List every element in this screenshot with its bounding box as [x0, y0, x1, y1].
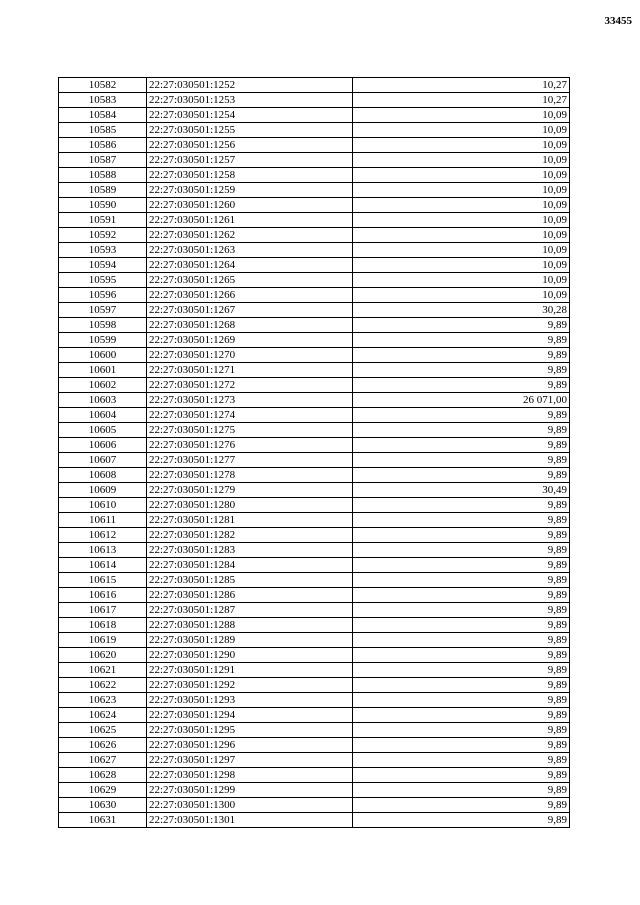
- area-cell: 9,89: [353, 543, 570, 558]
- row-number-cell: 10594: [59, 258, 147, 273]
- area-cell: 9,89: [353, 798, 570, 813]
- table-row: [59, 318, 570, 333]
- cadastral-number-cell: 22:27:030501:1253: [147, 93, 353, 108]
- table-row: [59, 693, 570, 708]
- table-row: [59, 468, 570, 483]
- area-cell: 9,89: [353, 498, 570, 513]
- row-number-cell: 10591: [59, 213, 147, 228]
- area-cell: 9,89: [353, 528, 570, 543]
- cadastral-number-cell: 22:27:030501:1300: [147, 798, 353, 813]
- row-number-cell: 10615: [59, 573, 147, 588]
- area-cell: 30,28: [353, 303, 570, 318]
- cadastral-number-cell: 22:27:030501:1288: [147, 618, 353, 633]
- table-row: [59, 363, 570, 378]
- cadastral-number-cell: 22:27:030501:1267: [147, 303, 353, 318]
- cadastral-number-cell: 22:27:030501:1255: [147, 123, 353, 138]
- cadastral-number-cell: 22:27:030501:1269: [147, 333, 353, 348]
- row-number-cell: 10627: [59, 753, 147, 768]
- table-row: [59, 558, 570, 573]
- table-row: [59, 498, 570, 513]
- area-cell: 9,89: [353, 738, 570, 753]
- row-number-cell: 10604: [59, 408, 147, 423]
- table-row: [59, 633, 570, 648]
- table-body: [59, 78, 570, 828]
- cadastral-number-cell: 22:27:030501:1289: [147, 633, 353, 648]
- table-row: [59, 798, 570, 813]
- table-row: [59, 573, 570, 588]
- table-row: [59, 528, 570, 543]
- area-cell: 9,89: [353, 378, 570, 393]
- table-row: [59, 648, 570, 663]
- row-number-cell: 10586: [59, 138, 147, 153]
- row-number-cell: 10618: [59, 618, 147, 633]
- row-number-cell: 10582: [59, 78, 147, 93]
- row-number-cell: 10622: [59, 678, 147, 693]
- row-number-cell: 10598: [59, 318, 147, 333]
- row-number-cell: 10600: [59, 348, 147, 363]
- area-cell: 10,27: [353, 78, 570, 93]
- table-row: [59, 288, 570, 303]
- row-number-cell: 10620: [59, 648, 147, 663]
- area-cell: 30,49: [353, 483, 570, 498]
- cadastral-number-cell: 22:27:030501:1261: [147, 213, 353, 228]
- table-row: [59, 198, 570, 213]
- row-number-cell: 10616: [59, 588, 147, 603]
- row-number-cell: 10609: [59, 483, 147, 498]
- cadastral-number-cell: 22:27:030501:1298: [147, 768, 353, 783]
- row-number-cell: 10605: [59, 423, 147, 438]
- cadastral-number-cell: 22:27:030501:1282: [147, 528, 353, 543]
- row-number-cell: 10607: [59, 453, 147, 468]
- row-number-cell: 10587: [59, 153, 147, 168]
- area-cell: 10,09: [353, 123, 570, 138]
- area-cell: 9,89: [353, 648, 570, 663]
- table-row: [59, 123, 570, 138]
- row-number-cell: 10593: [59, 243, 147, 258]
- table-row: [59, 183, 570, 198]
- area-cell: 9,89: [353, 513, 570, 528]
- cadastral-number-cell: 22:27:030501:1280: [147, 498, 353, 513]
- cadastral-number-cell: 22:27:030501:1279: [147, 483, 353, 498]
- table-row: [59, 588, 570, 603]
- cadastral-number-cell: 22:27:030501:1271: [147, 363, 353, 378]
- row-number-cell: 10612: [59, 528, 147, 543]
- cadastral-number-cell: 22:27:030501:1293: [147, 693, 353, 708]
- area-cell: 9,89: [353, 573, 570, 588]
- table-row: [59, 393, 570, 408]
- cadastral-number-cell: 22:27:030501:1263: [147, 243, 353, 258]
- table-row: [59, 753, 570, 768]
- table-row: [59, 423, 570, 438]
- area-cell: 9,89: [353, 603, 570, 618]
- row-number-cell: 10625: [59, 723, 147, 738]
- cadastral-number-cell: 22:27:030501:1291: [147, 663, 353, 678]
- area-cell: 10,09: [353, 228, 570, 243]
- cadastral-table: [58, 77, 570, 828]
- cadastral-number-cell: 22:27:030501:1252: [147, 78, 353, 93]
- table-row: [59, 333, 570, 348]
- area-cell: 9,89: [353, 438, 570, 453]
- table-row: [59, 78, 570, 93]
- area-cell: 9,89: [353, 723, 570, 738]
- row-number-cell: 10617: [59, 603, 147, 618]
- area-cell: 26 071,00: [353, 393, 570, 408]
- table-row: [59, 93, 570, 108]
- table-row: [59, 228, 570, 243]
- row-number-cell: 10584: [59, 108, 147, 123]
- area-cell: 9,89: [353, 618, 570, 633]
- cadastral-number-cell: 22:27:030501:1266: [147, 288, 353, 303]
- cadastral-number-cell: 22:27:030501:1265: [147, 273, 353, 288]
- cadastral-number-cell: 22:27:030501:1297: [147, 753, 353, 768]
- area-cell: 9,89: [353, 768, 570, 783]
- row-number-cell: 10629: [59, 783, 147, 798]
- row-number-cell: 10601: [59, 363, 147, 378]
- table-row: [59, 108, 570, 123]
- cadastral-number-cell: 22:27:030501:1287: [147, 603, 353, 618]
- cadastral-number-cell: 22:27:030501:1260: [147, 198, 353, 213]
- area-cell: 10,09: [353, 273, 570, 288]
- area-cell: 10,09: [353, 243, 570, 258]
- table-row: [59, 513, 570, 528]
- area-cell: 10,09: [353, 183, 570, 198]
- cadastral-number-cell: 22:27:030501:1276: [147, 438, 353, 453]
- table-row: [59, 438, 570, 453]
- row-number-cell: 10630: [59, 798, 147, 813]
- cadastral-number-cell: 22:27:030501:1283: [147, 543, 353, 558]
- row-number-cell: 10613: [59, 543, 147, 558]
- row-number-cell: 10590: [59, 198, 147, 213]
- cadastral-number-cell: 22:27:030501:1270: [147, 348, 353, 363]
- cadastral-number-cell: 22:27:030501:1299: [147, 783, 353, 798]
- cadastral-number-cell: 22:27:030501:1258: [147, 168, 353, 183]
- area-cell: 9,89: [353, 783, 570, 798]
- row-number-cell: 10626: [59, 738, 147, 753]
- area-cell: 10,09: [353, 108, 570, 123]
- row-number-cell: 10592: [59, 228, 147, 243]
- cadastral-number-cell: 22:27:030501:1295: [147, 723, 353, 738]
- table-row: [59, 663, 570, 678]
- table-row: [59, 303, 570, 318]
- table-row: [59, 408, 570, 423]
- table-row: [59, 348, 570, 363]
- table-row: [59, 783, 570, 798]
- row-number-cell: 10596: [59, 288, 147, 303]
- area-cell: 10,09: [353, 153, 570, 168]
- cadastral-number-cell: 22:27:030501:1268: [147, 318, 353, 333]
- area-cell: 9,89: [353, 348, 570, 363]
- row-number-cell: 10603: [59, 393, 147, 408]
- table-row: [59, 153, 570, 168]
- row-number-cell: 10599: [59, 333, 147, 348]
- cadastral-number-cell: 22:27:030501:1292: [147, 678, 353, 693]
- row-number-cell: 10589: [59, 183, 147, 198]
- table-row: [59, 213, 570, 228]
- area-cell: 10,09: [353, 168, 570, 183]
- area-cell: 9,89: [353, 678, 570, 693]
- table-row: [59, 243, 570, 258]
- table-row: [59, 273, 570, 288]
- area-cell: 10,09: [353, 258, 570, 273]
- row-number-cell: 10602: [59, 378, 147, 393]
- row-number-cell: 10614: [59, 558, 147, 573]
- table-row: [59, 168, 570, 183]
- area-cell: 9,89: [353, 813, 570, 828]
- row-number-cell: 10623: [59, 693, 147, 708]
- table-row: [59, 723, 570, 738]
- table-row: [59, 768, 570, 783]
- cadastral-number-cell: 22:27:030501:1294: [147, 708, 353, 723]
- row-number-cell: 10588: [59, 168, 147, 183]
- area-cell: 9,89: [353, 753, 570, 768]
- cadastral-number-cell: 22:27:030501:1262: [147, 228, 353, 243]
- area-cell: 9,89: [353, 588, 570, 603]
- area-cell: 9,89: [353, 468, 570, 483]
- row-number-cell: 10619: [59, 633, 147, 648]
- area-cell: 9,89: [353, 558, 570, 573]
- area-cell: 10,09: [353, 213, 570, 228]
- row-number-cell: 10583: [59, 93, 147, 108]
- area-cell: 9,89: [353, 333, 570, 348]
- table-row: [59, 618, 570, 633]
- area-cell: 10,09: [353, 288, 570, 303]
- area-cell: 9,89: [353, 363, 570, 378]
- cadastral-number-cell: 22:27:030501:1272: [147, 378, 353, 393]
- table-row: [59, 453, 570, 468]
- table-row: [59, 813, 570, 828]
- cadastral-number-cell: 22:27:030501:1275: [147, 423, 353, 438]
- table-row: [59, 138, 570, 153]
- row-number-cell: 10585: [59, 123, 147, 138]
- row-number-cell: 10597: [59, 303, 147, 318]
- cadastral-number-cell: 22:27:030501:1277: [147, 453, 353, 468]
- table-row: [59, 483, 570, 498]
- cadastral-number-cell: 22:27:030501:1290: [147, 648, 353, 663]
- table-row: [59, 678, 570, 693]
- cadastral-number-cell: 22:27:030501:1301: [147, 813, 353, 828]
- row-number-cell: 10606: [59, 438, 147, 453]
- cadastral-number-cell: 22:27:030501:1278: [147, 468, 353, 483]
- area-cell: 10,27: [353, 93, 570, 108]
- area-cell: 9,89: [353, 318, 570, 333]
- cadastral-number-cell: 22:27:030501:1285: [147, 573, 353, 588]
- area-cell: 9,89: [353, 453, 570, 468]
- cadastral-number-cell: 22:27:030501:1259: [147, 183, 353, 198]
- cadastral-number-cell: 22:27:030501:1273: [147, 393, 353, 408]
- page-number: 33455: [604, 15, 632, 27]
- cadastral-number-cell: 22:27:030501:1264: [147, 258, 353, 273]
- row-number-cell: 10611: [59, 513, 147, 528]
- table-row: [59, 258, 570, 273]
- area-cell: 9,89: [353, 633, 570, 648]
- table-row: [59, 543, 570, 558]
- cadastral-number-cell: 22:27:030501:1256: [147, 138, 353, 153]
- row-number-cell: 10631: [59, 813, 147, 828]
- table-row: [59, 378, 570, 393]
- area-cell: 10,09: [353, 138, 570, 153]
- table-row: [59, 738, 570, 753]
- area-cell: 9,89: [353, 423, 570, 438]
- cadastral-number-cell: 22:27:030501:1257: [147, 153, 353, 168]
- row-number-cell: 10628: [59, 768, 147, 783]
- table-row: [59, 603, 570, 618]
- cadastral-number-cell: 22:27:030501:1284: [147, 558, 353, 573]
- cadastral-number-cell: 22:27:030501:1274: [147, 408, 353, 423]
- area-cell: 9,89: [353, 708, 570, 723]
- row-number-cell: 10621: [59, 663, 147, 678]
- area-cell: 9,89: [353, 408, 570, 423]
- cadastral-number-cell: 22:27:030501:1286: [147, 588, 353, 603]
- area-cell: 9,89: [353, 663, 570, 678]
- table-row: [59, 708, 570, 723]
- area-cell: 10,09: [353, 198, 570, 213]
- row-number-cell: 10624: [59, 708, 147, 723]
- cadastral-number-cell: 22:27:030501:1296: [147, 738, 353, 753]
- row-number-cell: 10608: [59, 468, 147, 483]
- cadastral-number-cell: 22:27:030501:1281: [147, 513, 353, 528]
- cadastral-number-cell: 22:27:030501:1254: [147, 108, 353, 123]
- area-cell: 9,89: [353, 693, 570, 708]
- row-number-cell: 10610: [59, 498, 147, 513]
- row-number-cell: 10595: [59, 273, 147, 288]
